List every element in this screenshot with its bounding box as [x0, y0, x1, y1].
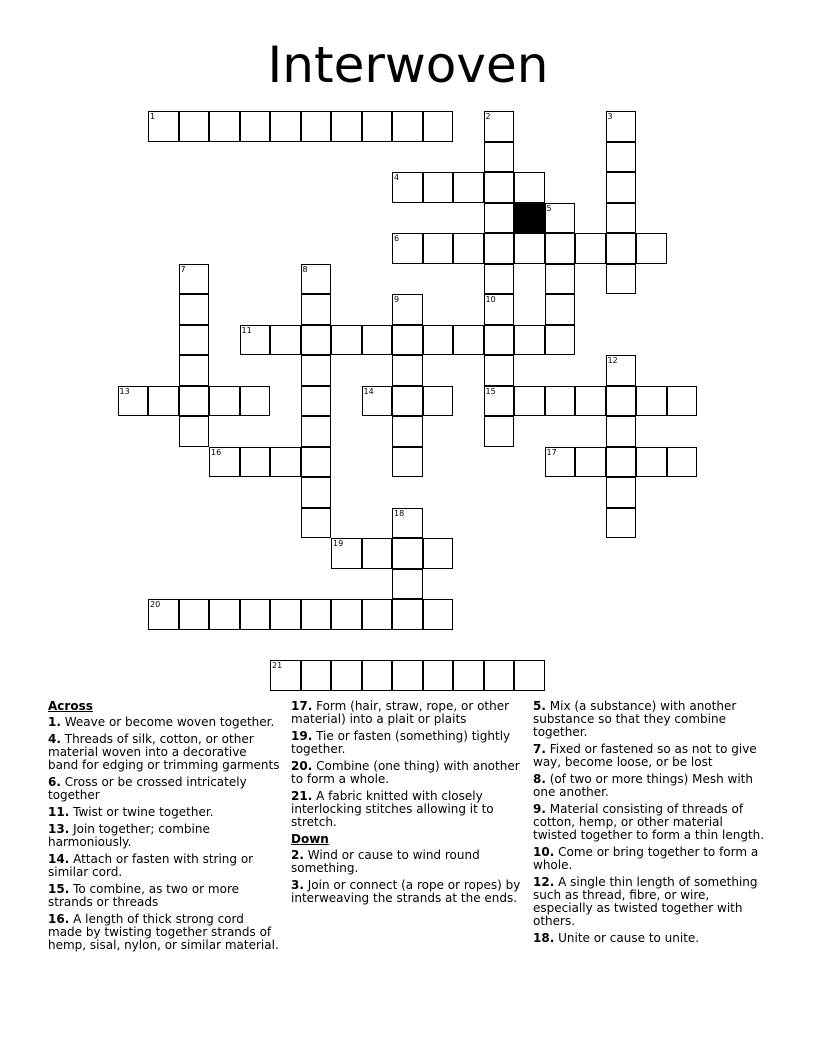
clue-down [533, 803, 765, 842]
cell-number: 18 [394, 508, 405, 518]
grid-cell[interactable] [545, 203, 576, 234]
grid-cell[interactable] [484, 142, 515, 173]
grid-cell[interactable] [636, 447, 667, 478]
cell-number: 5 [546, 203, 552, 213]
grid-cell[interactable] [392, 386, 423, 417]
grid-cell[interactable] [453, 660, 484, 691]
grid-cell[interactable] [392, 172, 423, 203]
clue-number: 17. [291, 699, 313, 713]
puzzle-title: Interwoven [267, 36, 549, 94]
grid-cell[interactable] [270, 599, 301, 630]
cell-number: 2 [485, 112, 491, 121]
grid-cell[interactable] [301, 508, 332, 539]
grid-cell[interactable] [392, 416, 423, 447]
grid-cell[interactable] [301, 355, 332, 386]
clue-number: 1. [48, 715, 61, 729]
grid-cell[interactable] [209, 599, 240, 630]
clue-number: 11. [48, 805, 70, 819]
clue-down [533, 876, 765, 928]
clue-across [48, 733, 280, 772]
clue-across [48, 853, 280, 879]
cell-number: 8 [302, 264, 308, 274]
grid-cell[interactable] [484, 294, 515, 325]
grid-cell[interactable] [331, 660, 362, 691]
grid-cell[interactable] [392, 660, 423, 691]
grid-cell[interactable] [606, 203, 637, 234]
cell-number: 16 [211, 447, 222, 457]
grid-cell[interactable] [301, 386, 332, 417]
clue-number: 18. [533, 931, 555, 945]
grid-cell[interactable] [606, 416, 637, 447]
grid-cell[interactable] [514, 660, 545, 691]
grid-cell[interactable] [606, 233, 637, 264]
grid-cell[interactable] [575, 447, 606, 478]
clue-text: Wind or cause to wind round something. [291, 848, 480, 875]
grid-cell[interactable] [362, 660, 393, 691]
clue-across [48, 883, 280, 909]
cell-number: 17 [546, 447, 557, 457]
clue-text: To combine, as two or more strands or threads [48, 882, 240, 909]
grid-cell[interactable] [484, 355, 515, 386]
grid-cell[interactable] [545, 325, 576, 356]
grid-cell[interactable] [301, 477, 332, 508]
grid-cell[interactable] [148, 111, 179, 142]
grid-cell[interactable] [423, 111, 454, 142]
clue-text: (of two or more things) Mesh with one another. [533, 772, 753, 799]
grid-cell[interactable] [331, 111, 362, 142]
grid-cell[interactable] [209, 447, 240, 478]
clue-text: A fabric knitted with closely interlocking stitches allowing it to stretch. [291, 789, 494, 829]
clues-column-3 [533, 700, 765, 949]
grid-cell[interactable] [423, 233, 454, 264]
grid-cell[interactable] [636, 233, 667, 264]
grid-cell[interactable] [606, 111, 637, 142]
grid-cell[interactable] [301, 294, 332, 325]
clue-across [291, 790, 523, 829]
grid-cell[interactable] [423, 599, 454, 630]
grid-cell[interactable] [331, 325, 362, 356]
grid-cell[interactable] [301, 264, 332, 295]
clue-number: 20. [291, 759, 313, 773]
grid-cell[interactable] [362, 538, 393, 569]
grid-cell[interactable] [575, 386, 606, 417]
clue-across [48, 823, 280, 849]
clue-down [533, 846, 765, 872]
grid-cell[interactable] [636, 386, 667, 417]
grid-cell[interactable] [575, 233, 606, 264]
clue-across [48, 716, 280, 729]
clues-column-2 [291, 700, 523, 909]
grid-cell[interactable] [514, 233, 545, 264]
grid-cell[interactable] [453, 233, 484, 264]
clue-down [291, 879, 523, 905]
clue-text: Weave or become woven together. [64, 715, 275, 729]
grid-cell[interactable] [179, 111, 210, 142]
grid-cell[interactable] [392, 294, 423, 325]
grid-cell[interactable] [484, 264, 515, 295]
grid-cell[interactable] [484, 386, 515, 417]
grid-cell[interactable] [301, 325, 332, 356]
grid-cell[interactable] [392, 447, 423, 478]
cell-number: 11 [241, 325, 252, 335]
grid-cell[interactable] [606, 386, 637, 417]
clue-down [533, 700, 765, 739]
grid-cell[interactable] [301, 447, 332, 478]
grid-cell[interactable] [362, 599, 393, 630]
clue-down [533, 743, 765, 769]
grid-cell[interactable] [240, 599, 271, 630]
clue-number: 8. [533, 772, 546, 786]
clue-text: Tie or fasten (something) tightly together. [291, 729, 511, 756]
grid-cell[interactable] [270, 447, 301, 478]
cell-number: 20 [150, 600, 161, 609]
grid-cell[interactable] [301, 416, 332, 447]
grid-cell[interactable] [392, 508, 423, 539]
cell-number: 14 [363, 386, 374, 396]
grid-cell[interactable] [484, 203, 515, 234]
down-heading: Down [291, 832, 329, 846]
grid-cell[interactable] [545, 294, 576, 325]
grid-cell[interactable] [545, 264, 576, 295]
clue-across [48, 776, 280, 802]
clue-across [291, 730, 523, 756]
cell-number: 15 [485, 386, 496, 396]
black-square [514, 203, 545, 234]
cell-number: 6 [394, 234, 400, 243]
grid-cell[interactable] [392, 599, 423, 630]
cell-number: 13 [119, 386, 130, 396]
grid-cell[interactable] [545, 386, 576, 417]
cell-number: 12 [607, 356, 618, 365]
clue-text: Fixed or fastened so as not to give way, become loose, or be lost [533, 742, 757, 769]
cell-number: 21 [272, 661, 283, 670]
grid-cell[interactable] [240, 447, 271, 478]
grid-cell[interactable] [392, 325, 423, 356]
grid-cell[interactable] [392, 569, 423, 600]
across-heading: Across [48, 699, 93, 713]
cell-number: 7 [180, 264, 186, 274]
grid-cell[interactable] [453, 325, 484, 356]
grid-cell[interactable] [423, 538, 454, 569]
clue-number: 3. [291, 878, 304, 892]
clue-number: 21. [291, 789, 313, 803]
grid-cell[interactable] [118, 386, 149, 417]
grid-cell[interactable] [545, 233, 576, 264]
clue-across [291, 760, 523, 786]
grid-cell[interactable] [209, 111, 240, 142]
grid-cell[interactable] [453, 172, 484, 203]
grid-cell[interactable] [270, 660, 301, 691]
clue-text: Join together; combine harmoniously. [48, 822, 210, 849]
grid-cell[interactable] [423, 172, 454, 203]
clue-number: 14. [48, 852, 70, 866]
grid-cell[interactable] [301, 660, 332, 691]
grid-cell[interactable] [484, 233, 515, 264]
clue-number: 10. [533, 845, 555, 859]
clue-number: 2. [291, 848, 304, 862]
clue-across [48, 913, 280, 952]
grid-cell[interactable] [484, 111, 515, 142]
grid-cell[interactable] [362, 386, 393, 417]
grid-cell[interactable] [484, 172, 515, 203]
grid-cell[interactable] [209, 386, 240, 417]
clue-text: Threads of silk, cotton, or other material woven into a decorative band for edging or trimming garments [48, 732, 280, 772]
grid-cell[interactable] [514, 325, 545, 356]
clue-number: 16. [48, 912, 70, 926]
clue-number: 12. [533, 875, 555, 889]
grid-cell[interactable] [514, 386, 545, 417]
cell-number: 1 [150, 112, 156, 121]
clue-text: Unite or cause to unite. [558, 931, 700, 945]
grid-cell[interactable] [606, 477, 637, 508]
grid-cell[interactable] [484, 416, 515, 447]
grid-cell[interactable] [148, 599, 179, 630]
cell-number: 4 [394, 173, 400, 182]
grid-cell[interactable] [392, 538, 423, 569]
grid-cell[interactable] [179, 416, 210, 447]
grid-cell[interactable] [240, 325, 271, 356]
grid-cell[interactable] [331, 599, 362, 630]
grid-cell[interactable] [362, 325, 393, 356]
cell-number: 9 [394, 295, 400, 304]
grid-cell[interactable] [667, 386, 698, 417]
clue-text: Material consisting of threads of cotton, hemp, or other material twisted together to form a thin length. [533, 802, 765, 842]
cell-number: 10 [485, 295, 496, 304]
grid-cell[interactable] [606, 355, 637, 386]
grid-cell[interactable] [392, 111, 423, 142]
clue-text: A single thin length of something such as thread, fibre, or wire, especially as twisted together with others. [533, 875, 758, 928]
grid-cell[interactable] [667, 447, 698, 478]
grid-cell[interactable] [179, 264, 210, 295]
clue-number: 15. [48, 882, 70, 896]
clue-down [533, 932, 765, 945]
grid-cell[interactable] [179, 386, 210, 417]
clues-column-1 [48, 700, 280, 956]
clue-down [533, 773, 765, 799]
clue-text: Attach or fasten with string or similar cord. [48, 852, 254, 879]
grid-cell[interactable] [423, 386, 454, 417]
clue-number: 7. [533, 742, 546, 756]
clue-text: A length of thick strong cord made by twisting together strands of hemp, sisal, nylon, or similar material. [48, 912, 279, 952]
cell-number: 19 [333, 539, 344, 548]
clue-number: 13. [48, 822, 70, 836]
clue-number: 19. [291, 729, 313, 743]
grid-cell[interactable] [240, 386, 271, 417]
clue-across [48, 806, 280, 819]
grid-cell[interactable] [392, 355, 423, 386]
grid-cell[interactable] [240, 111, 271, 142]
grid-cell[interactable] [606, 508, 637, 539]
grid-cell[interactable] [423, 660, 454, 691]
clue-number: 9. [533, 802, 546, 816]
grid-cell[interactable] [270, 325, 301, 356]
grid-cell[interactable] [362, 111, 393, 142]
grid-cell[interactable] [545, 447, 576, 478]
grid-cell[interactable] [484, 325, 515, 356]
grid-cell[interactable] [301, 111, 332, 142]
cell-number: 3 [607, 112, 613, 121]
clue-number: 6. [48, 775, 61, 789]
grid-cell[interactable] [484, 660, 515, 691]
grid-cell[interactable] [606, 142, 637, 173]
grid-cell[interactable] [179, 325, 210, 356]
grid-cell[interactable] [606, 264, 637, 295]
grid-cell[interactable] [392, 233, 423, 264]
clue-text: Come or bring together to form a whole. [533, 845, 759, 872]
grid-cell[interactable] [270, 111, 301, 142]
clue-text: Twist or twine together. [73, 805, 214, 819]
grid-cell[interactable] [179, 599, 210, 630]
grid-cell[interactable] [606, 447, 637, 478]
clue-down [291, 849, 523, 875]
clue-number: 5. [533, 699, 546, 713]
clue-text: Join or connect (a rope or ropes) by interweaving the strands at the ends. [291, 878, 521, 905]
grid-cell[interactable] [423, 325, 454, 356]
grid-cell[interactable] [179, 355, 210, 386]
clue-number: 4. [48, 732, 61, 746]
grid-cell[interactable] [148, 386, 179, 417]
clue-text: Mix (a substance) with another substance so that they combine together. [533, 699, 737, 739]
grid-cell[interactable] [179, 294, 210, 325]
clue-text: Cross or be crossed intricately together [48, 775, 247, 802]
grid-cell[interactable] [606, 172, 637, 203]
clue-text: Combine (one thing) with another to form a whole. [291, 759, 520, 786]
clue-across [291, 700, 523, 726]
grid-cell[interactable] [514, 172, 545, 203]
grid-cell[interactable] [331, 538, 362, 569]
grid-cell[interactable] [301, 599, 332, 630]
clue-text: Form (hair, straw, rope, or other material) into a plait or plaits [291, 699, 510, 726]
